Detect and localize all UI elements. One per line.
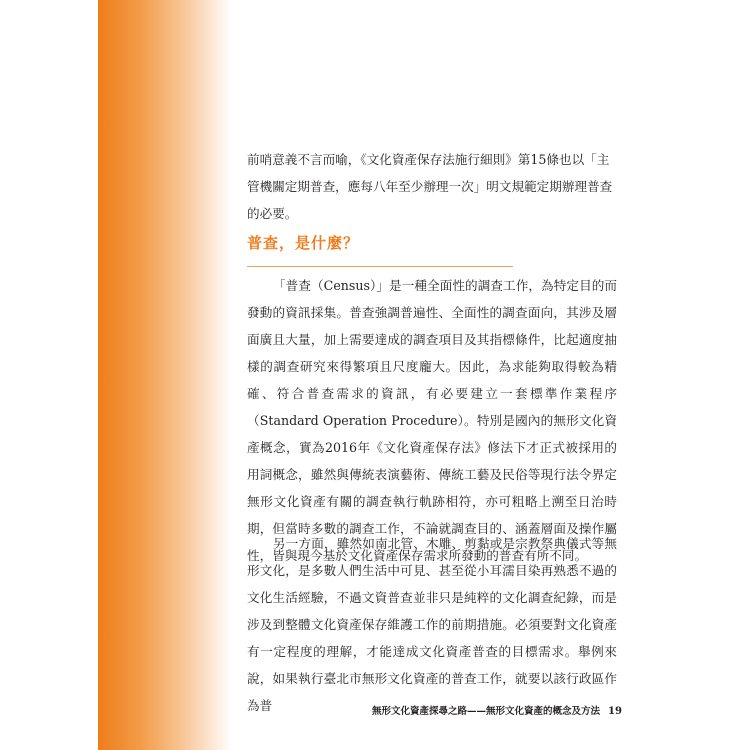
page-number: 19 (608, 706, 622, 717)
body-paragraph-2: 另一方面，雖然如南北管、木雕、剪黏或是宗教祭典儀式等無形文化，是多數人們生活中可見、甚至從小耳濡目染再熟悉不過的文化生活經驗，不過文資普查並非只是純粹的文化調查紀錄，而是涉及到整體文化資產保存維護工作的前期措施。必須要對文化資產有一定程度的理解，才能達成文化資產普查的目標需求。舉例來說，如果執行臺北市無形文化資產的普查工作，就要以該行政區作為普 (247, 536, 617, 713)
body-paragraph-1: 「普查（Census）」是一種全面性的調查工作，為特定目的而發動的資訊採集。普查強調普遍性、全面性的調查面向，其涉及層面廣且大量，加上需要達成的調查項目及其指標條件，比起適度抽樣的調查研究來得繁項且尺度龐大。因此，為求能夠取得較為精確、符合普查需求的資訊，有必要建立一套標準作業程序（Standard Operation Procedure）。特別是國內的無形文化資產概念，實為2016年《文化資產保存法》修法下才正式被採用的用詞概念，雖然與傳統表演藝術、傳統工藝及民俗等現行法令界定無形文化資產有關的調查執行軌跡相符，亦可粗略上溯至日治時期，但當時多數的調查工作，不論就調查目的、涵蓋層面及操作屬性，皆與現今基於文化資產保存需求所發動的普查有所不同。 (247, 278, 617, 563)
running-title: 無形文化資產探尋之路——無形文化資產的概念及方法 (372, 706, 601, 717)
section-heading: 普查，是什麼？ (247, 234, 360, 252)
section-divider (247, 266, 513, 267)
running-footer (372, 703, 622, 717)
intro-paragraph: 前哨意義不言而喻，《文化資產保存法施行細則》第15條也以「主管機關定期普查，應每八年至少辦理一次」明文規範定期辦理普查的必要。 (247, 152, 613, 221)
orange-gradient-band (98, 0, 232, 750)
